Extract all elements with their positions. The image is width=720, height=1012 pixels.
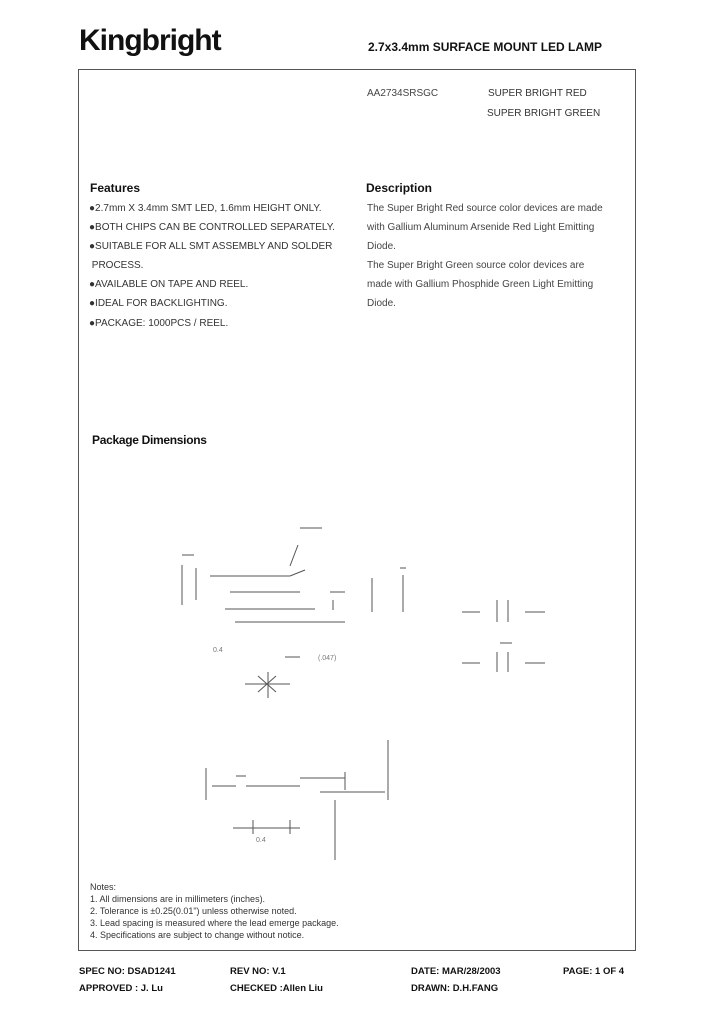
checked-by: CHECKED :Allen Liu (230, 983, 323, 994)
feature-item: ●SUITABLE FOR ALL SMT ASSEMBLY AND SOLDER (89, 241, 333, 252)
brand-logo: Kingbright (79, 24, 221, 57)
feature-item: ●2.7mm X 3.4mm SMT LED, 1.6mm HEIGHT ONLY. (89, 203, 322, 214)
side-view-drawing (206, 740, 388, 860)
description-line: with Gallium Aluminum Arsenide Red Light Emitting (367, 222, 595, 233)
part-number: AA2734SRSGC (367, 88, 439, 99)
svg-text:(.047): (.047) (318, 655, 337, 662)
features-heading: Features (90, 181, 141, 195)
feature-item: ●IDEAL FOR BACKLIGHTING. (89, 298, 228, 309)
note-item: 2. Tolerance is ±0.25(0.01") unless otherwise noted. (90, 906, 297, 916)
page-number: PAGE: 1 OF 4 (563, 966, 625, 977)
feature-item: PROCESS. (89, 260, 144, 271)
polarity-symbol-drawing (245, 672, 290, 698)
note-item: 4. Specifications are subject to change without notice. (90, 930, 305, 940)
svg-text:0.4: 0.4 (213, 647, 223, 654)
top-view-drawing (182, 528, 406, 662)
circuit-schematic-drawing (462, 600, 545, 672)
note-item: 3. Lead spacing is measured where the lead emerge package. (90, 918, 339, 928)
svg-text:0.4: 0.4 (256, 837, 266, 844)
description-line: Diode. (367, 298, 396, 309)
part-color-green: SUPER BRIGHT GREEN (487, 108, 601, 119)
document-title: 2.7x3.4mm SURFACE MOUNT LED LAMP (368, 40, 603, 54)
description-line: made with Gallium Phosphide Green Light Emitting (367, 279, 594, 290)
drawn-by: DRAWN: D.H.FANG (411, 983, 499, 994)
part-color-red: SUPER BRIGHT RED (488, 88, 587, 99)
note-item: 1. All dimensions are in millimeters (inches). (90, 894, 266, 904)
description-line: Diode. (367, 241, 396, 252)
approved-by: APPROVED : J. Lu (79, 983, 163, 994)
feature-item: ●BOTH CHIPS CAN BE CONTROLLED SEPARATELY. (89, 222, 335, 233)
feature-item: ●AVAILABLE ON TAPE AND REEL. (89, 279, 249, 290)
feature-item: ●PACKAGE: 1000PCS / REEL. (89, 318, 229, 329)
description-line: The Super Bright Green source color devices are (367, 260, 585, 271)
spec-number: SPEC NO: DSAD1241 (79, 966, 176, 977)
package-dimensions-heading: Package Dimensions (92, 433, 207, 447)
description-heading: Description (366, 181, 433, 195)
description-line: The Super Bright Red source color devices are made (367, 203, 603, 214)
notes-heading: Notes: (90, 882, 117, 892)
document-date: DATE: MAR/28/2003 (411, 966, 501, 977)
revision-number: REV NO: V.1 (230, 966, 286, 977)
